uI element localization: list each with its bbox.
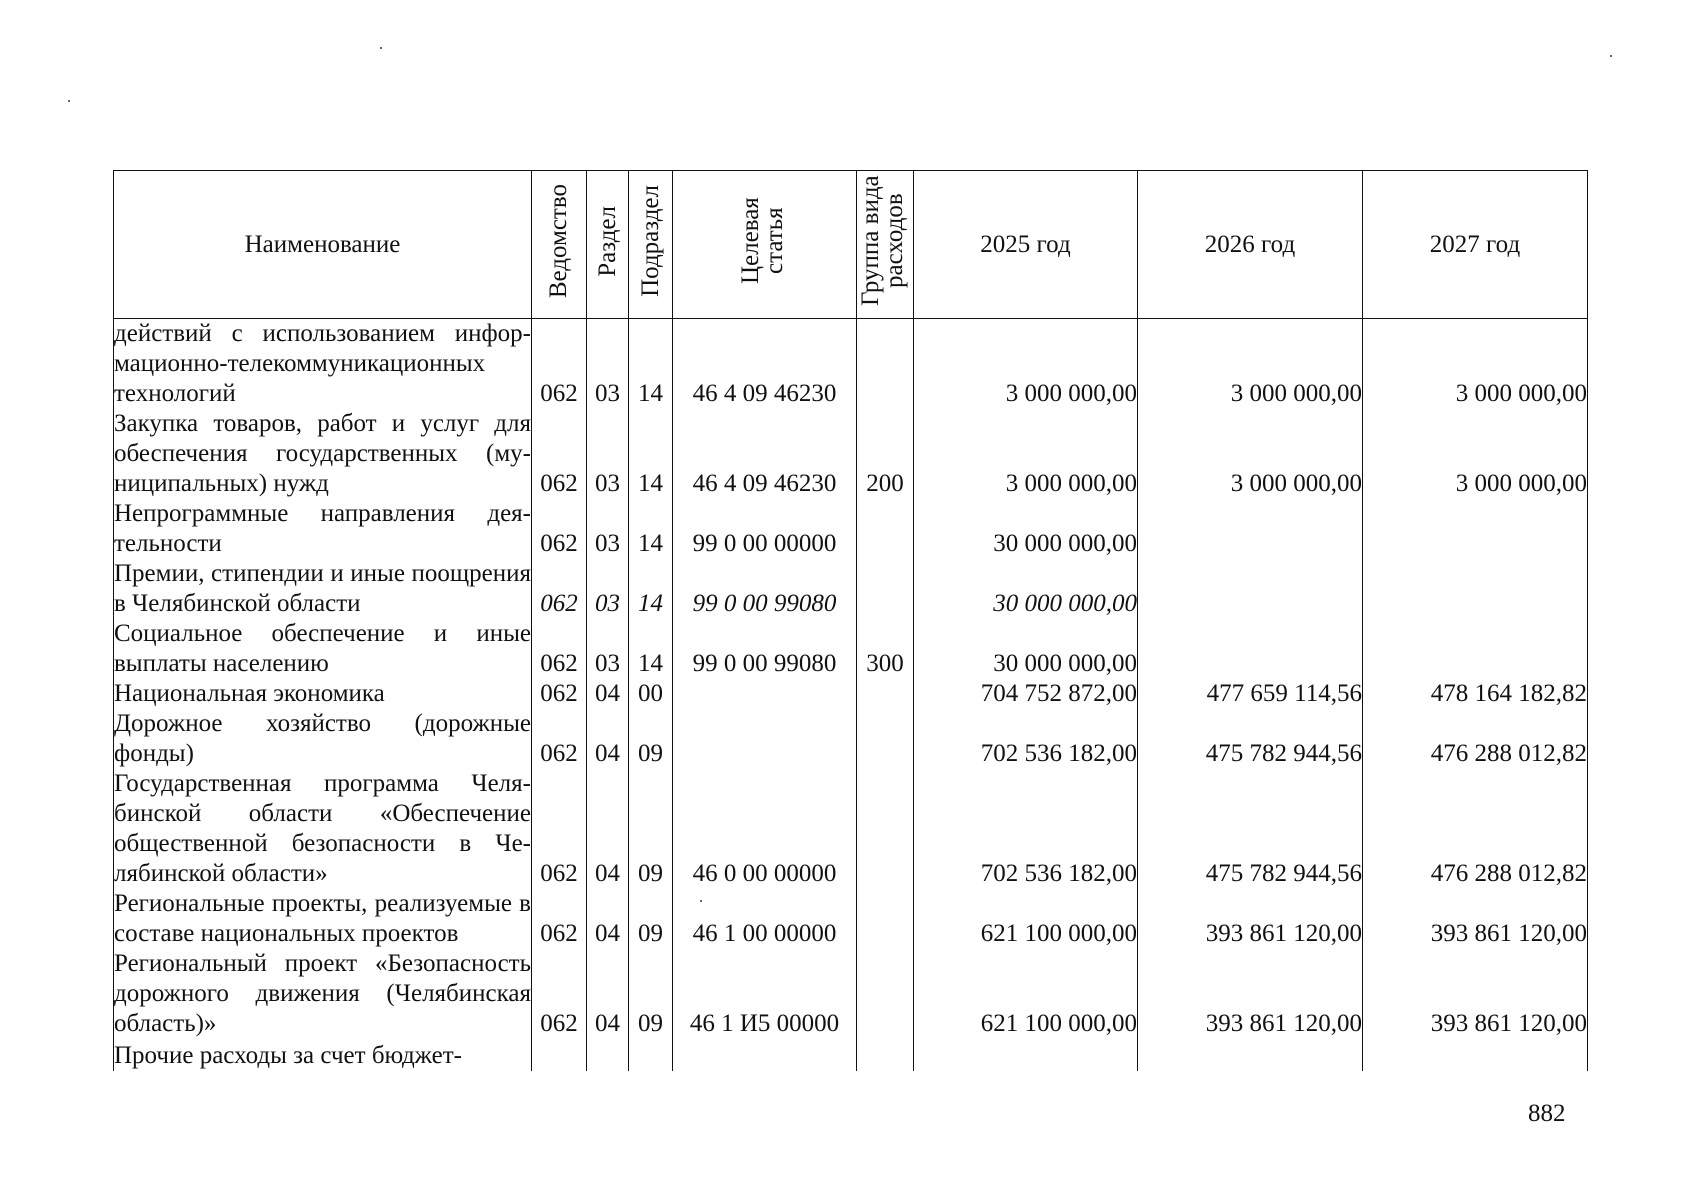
row-amount-2027: 476 288 012,82 xyxy=(1363,769,1588,889)
row-department: 062 xyxy=(532,679,587,709)
header-expense-group-label: Группа вида расходов xyxy=(857,175,908,307)
table-row xyxy=(114,709,1588,769)
row-target-article xyxy=(673,709,857,769)
row-amount-2027: 476 288 012,82 xyxy=(1363,709,1588,769)
row-department xyxy=(532,1039,587,1071)
header-target-article xyxy=(673,171,857,319)
row-name: Непрограммные направления деятельности xyxy=(114,500,531,557)
row-department: 062 xyxy=(532,709,587,769)
row-amount-2026: 3 000 000,00 xyxy=(1138,319,1363,410)
row-expense-group xyxy=(857,949,914,1039)
header-section-label: Раздел xyxy=(593,205,621,277)
scan-speck xyxy=(380,47,382,49)
row-amount-2026 xyxy=(1138,499,1363,559)
row-subsection: 00 xyxy=(629,679,673,709)
row-subsection: 14 xyxy=(629,619,673,679)
row-name: Региональные проекты, реализуемые в составе национальных проектов xyxy=(114,890,531,947)
row-department: 062 xyxy=(532,769,587,889)
row-expense-group xyxy=(857,319,914,410)
row-amount-2026 xyxy=(1138,1039,1363,1071)
row-target-article: 46 4 09 46230 xyxy=(673,319,857,410)
row-target-article: 99 0 00 99080 xyxy=(673,559,857,619)
row-target-article xyxy=(673,679,857,709)
scan-speck xyxy=(1610,55,1612,57)
header-expense-group xyxy=(857,171,914,319)
row-amount-2025: 30 000 000,00 xyxy=(914,559,1138,619)
row-target-article: 99 0 00 00000 xyxy=(673,499,857,559)
row-section: 04 xyxy=(587,889,629,949)
row-subsection: 14 xyxy=(629,559,673,619)
table-row xyxy=(114,889,1588,949)
row-amount-2027 xyxy=(1363,1039,1588,1071)
row-amount-2025: 704 752 872,00 xyxy=(914,679,1138,709)
row-amount-2027: 393 861 120,00 xyxy=(1363,949,1588,1039)
row-target-article: 46 0 00 00000 xyxy=(673,769,857,889)
row-expense-group xyxy=(857,679,914,709)
row-amount-2025: 30 000 000,00 xyxy=(914,619,1138,679)
row-amount-2027: 3 000 000,00 xyxy=(1363,409,1588,499)
row-section: 04 xyxy=(587,679,629,709)
row-name: Национальная экономика xyxy=(114,679,532,709)
row-expense-group xyxy=(857,499,914,559)
table-row xyxy=(114,559,1588,619)
row-expense-group: 300 xyxy=(857,619,914,679)
row-target-article: 46 1 И5 00000 xyxy=(673,949,857,1039)
row-expense-group: 200 xyxy=(857,409,914,499)
row-target-article: 46 4 09 46230 xyxy=(673,409,857,499)
row-expense-group xyxy=(857,889,914,949)
table-header-row xyxy=(114,171,1588,319)
row-subsection: 09 xyxy=(629,949,673,1039)
row-department: 062 xyxy=(532,499,587,559)
row-target-article: 46 1 00 00000 xyxy=(673,889,857,949)
row-subsection: 09 xyxy=(629,889,673,949)
row-section: 04 xyxy=(587,769,629,889)
row-amount-2026 xyxy=(1138,619,1363,679)
row-amount-2025: 621 100 000,00 xyxy=(914,949,1138,1039)
row-name: Социальное обеспечение и иные выплаты населению xyxy=(114,620,531,677)
row-name: Государственная программа Челябинской области «Обеспечение общественной безопасности в Челябинской области» xyxy=(114,770,531,887)
row-section: 03 xyxy=(587,499,629,559)
row-amount-2026 xyxy=(1138,559,1363,619)
table-row xyxy=(114,319,1588,410)
table-row xyxy=(114,409,1588,499)
row-amount-2025 xyxy=(914,1039,1138,1071)
row-section: 03 xyxy=(587,619,629,679)
header-department-label: Ведомство xyxy=(545,183,572,299)
row-amount-2027: 393 861 120,00 xyxy=(1363,889,1588,949)
row-amount-2027 xyxy=(1363,499,1588,559)
budget-table xyxy=(113,170,1588,1071)
row-name: Закупка товаров, работ и услуг для обеспечения государственных (муниципальных) нужд xyxy=(114,410,531,497)
row-amount-2026: 475 782 944,56 xyxy=(1138,709,1363,769)
row-name: действий с использованием информационно-телекоммуникационных технологий xyxy=(114,320,531,407)
scan-speck xyxy=(68,100,70,102)
row-section: 04 xyxy=(587,949,629,1039)
row-amount-2025: 30 000 000,00 xyxy=(914,499,1138,559)
row-amount-2025: 702 536 182,00 xyxy=(914,709,1138,769)
row-amount-2025: 3 000 000,00 xyxy=(914,319,1138,410)
row-amount-2026: 475 782 944,56 xyxy=(1138,769,1363,889)
row-expense-group xyxy=(857,559,914,619)
row-amount-2025: 3 000 000,00 xyxy=(914,409,1138,499)
row-subsection: 09 xyxy=(629,769,673,889)
row-amount-2027: 478 164 182,82 xyxy=(1363,679,1588,709)
row-subsection: 14 xyxy=(629,499,673,559)
row-name: Премии, стипендии и иные поощрения в Челябинской области xyxy=(114,560,531,617)
table-row xyxy=(114,679,1588,709)
header-target-article-label: Целевая статья xyxy=(736,197,788,285)
table-row xyxy=(114,499,1588,559)
row-department: 062 xyxy=(532,619,587,679)
row-expense-group xyxy=(857,769,914,889)
row-name: Прочие расходы за счет бюджет- xyxy=(114,1039,532,1071)
row-section: 03 xyxy=(587,409,629,499)
row-amount-2026: 477 659 114,56 xyxy=(1138,679,1363,709)
row-name: Дорожное хозяйство (дорожные фонды) xyxy=(114,710,531,767)
table-row xyxy=(114,1039,1588,1071)
header-year-2025: 2025 год xyxy=(914,171,1138,319)
row-amount-2025: 702 536 182,00 xyxy=(914,769,1138,889)
page-number: 882 xyxy=(1528,1100,1566,1127)
row-department: 062 xyxy=(532,949,587,1039)
row-section xyxy=(587,1039,629,1071)
row-department: 062 xyxy=(532,889,587,949)
row-amount-2027 xyxy=(1363,619,1588,679)
header-year-2027: 2027 год xyxy=(1363,171,1588,319)
row-name: Региональный проект «Безопасность дорожного движения (Челябинская область)» xyxy=(114,950,531,1037)
row-expense-group xyxy=(857,1039,914,1071)
row-department: 062 xyxy=(532,559,587,619)
row-department: 062 xyxy=(532,319,587,410)
row-target-article: 99 0 00 99080 xyxy=(673,619,857,679)
row-amount-2026: 393 861 120,00 xyxy=(1138,889,1363,949)
row-section: 03 xyxy=(587,559,629,619)
table-row xyxy=(114,949,1588,1039)
row-subsection: 14 xyxy=(629,409,673,499)
row-section: 03 xyxy=(587,319,629,410)
row-amount-2027 xyxy=(1363,559,1588,619)
header-name: Наименование xyxy=(114,171,532,319)
row-department: 062 xyxy=(532,409,587,499)
row-section: 04 xyxy=(587,709,629,769)
row-subsection: 14 xyxy=(629,319,673,410)
row-amount-2026: 393 861 120,00 xyxy=(1138,949,1363,1039)
header-section xyxy=(587,171,629,319)
row-expense-group xyxy=(857,709,914,769)
header-year-2026: 2026 год xyxy=(1138,171,1363,319)
table-row xyxy=(114,769,1588,889)
header-subsection-label: Подраздел xyxy=(636,185,664,297)
row-amount-2027: 3 000 000,00 xyxy=(1363,319,1588,410)
row-amount-2025: 621 100 000,00 xyxy=(914,889,1138,949)
row-amount-2026: 3 000 000,00 xyxy=(1138,409,1363,499)
row-subsection: 09 xyxy=(629,709,673,769)
header-subsection xyxy=(629,171,673,319)
header-department xyxy=(532,171,587,319)
table-row xyxy=(114,619,1588,679)
row-subsection xyxy=(629,1039,673,1071)
row-target-article xyxy=(673,1039,857,1071)
